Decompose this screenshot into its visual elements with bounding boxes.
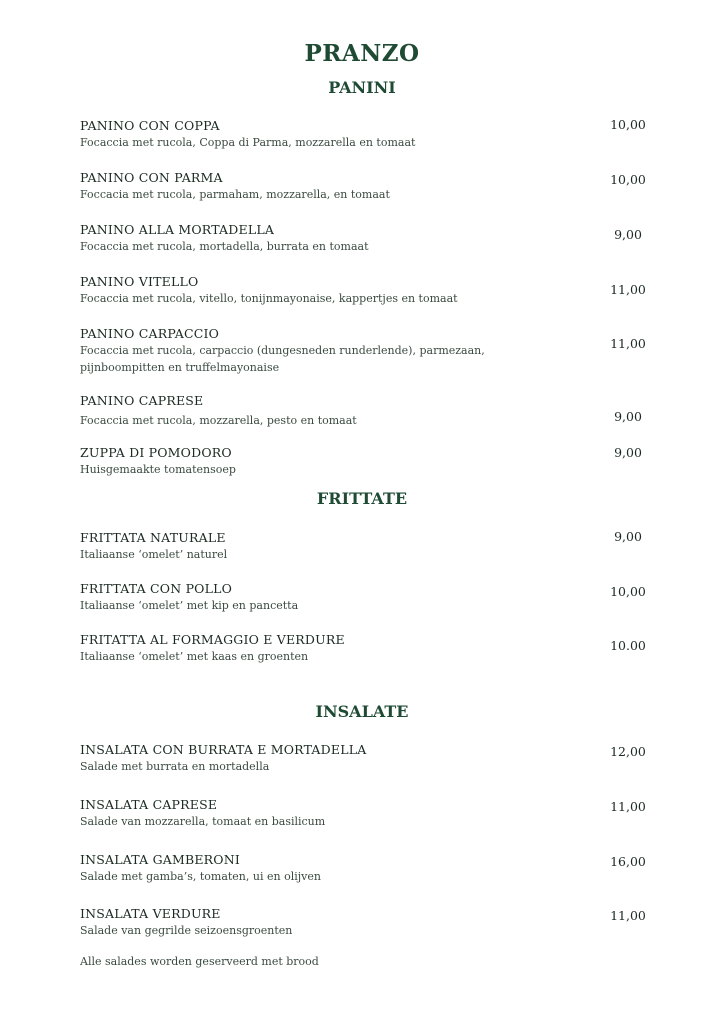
item-price: 11,00: [610, 336, 646, 351]
item-name: INSALATA CON BURRATA E MORTADELLA: [80, 742, 367, 757]
item-description: Focaccia met rucola, Coppa di Parma, mozzarella en tomaat: [80, 136, 416, 149]
item-price: 10,00: [610, 172, 646, 187]
item-name: INSALATA CAPRESE: [80, 797, 218, 812]
item-description: Salade met burrata en mortadella: [80, 760, 270, 773]
item-description: Foccacia met rucola, parmaham, mozzarella, en tomaat: [80, 188, 390, 201]
item-description: Focaccia met rucola, mortadella, burrata en tomaat: [80, 240, 369, 253]
menu-item: [80, 221, 640, 255]
item-price: 12,00: [610, 744, 646, 759]
menu-item: [80, 851, 640, 885]
item-name: FRITTATA NATURALE: [80, 530, 226, 545]
section-title-insalate: INSALATE: [315, 702, 409, 721]
item-description: Focaccia met rucola, vitello, tonijnmayonaise, kappertjes en tomaat: [80, 292, 458, 305]
item-name: ZUPPA DI POMODORO: [80, 445, 232, 460]
menu-item: [80, 741, 640, 775]
item-price: 10,00: [610, 117, 646, 132]
menu-item: [80, 631, 640, 665]
item-price: 11,00: [610, 908, 646, 923]
item-name: INSALATA GAMBERONI: [80, 852, 241, 867]
item-name: PANINO VITELLO: [80, 274, 199, 289]
item-price: 11,00: [610, 799, 646, 814]
item-price: 11,00: [610, 282, 646, 297]
menu-item: [80, 444, 640, 478]
item-name: PANINO ALLA MORTADELLA: [80, 222, 275, 237]
menu-item: [80, 796, 640, 830]
menu-item: [80, 117, 640, 151]
item-description: Salade met gamba’s, tomaten, ui en olijven: [80, 870, 321, 883]
item-description: Focaccia met rucola, carpaccio (dungesneden runderlende), parmezaan, pijnboompitten en truffelmayonaise: [80, 344, 485, 374]
menu-item: [80, 529, 640, 563]
page-title: PRANZO: [304, 40, 420, 67]
item-name: PANINO CARPACCIO: [80, 326, 220, 341]
item-price: 16,00: [610, 854, 646, 869]
item-description: Salade van gegrilde seizoensgroenten: [80, 924, 293, 937]
item-name: PANINO CON PARMA: [80, 170, 223, 185]
item-name: PANINO CON COPPA: [80, 118, 220, 133]
section-title-panini: PANINI: [328, 78, 396, 97]
item-description: Italiaanse ‘omelet’ naturel: [80, 548, 228, 561]
item-description: Focaccia met rucola, mozzarella, pesto en tomaat: [80, 414, 357, 427]
item-description: Salade van mozzarella, tomaat en basilicum: [80, 815, 326, 828]
menu-item: [80, 392, 640, 429]
item-price: 9,00: [614, 445, 642, 460]
menu-item: [80, 580, 640, 614]
section-title-frittate: FRITTATE: [316, 489, 408, 508]
menu-item: [80, 325, 640, 376]
item-price: 10.00: [610, 638, 646, 653]
item-price: 10,00: [610, 584, 646, 599]
item-price: 9,00: [614, 529, 642, 544]
item-price: 9,00: [614, 409, 642, 424]
menu-item: [80, 905, 640, 939]
item-name: FRITTATA CON POLLO: [80, 581, 233, 596]
menu-item: [80, 273, 640, 307]
item-description: Italiaanse ‘omelet’ met kaas en groenten: [80, 650, 309, 663]
item-name: FRITATTA AL FORMAGGIO E VERDURE: [80, 632, 345, 647]
item-description: Italiaanse ‘omelet’ met kip en pancetta: [80, 599, 299, 612]
footnote: Alle salades worden geserveerd met brood: [80, 955, 319, 968]
menu-item: [80, 169, 640, 203]
item-name: PANINO CAPRESE: [80, 393, 204, 408]
item-name: INSALATA VERDURE: [80, 906, 221, 921]
item-description: Huisgemaakte tomatensoep: [80, 463, 236, 476]
item-price: 9,00: [614, 227, 642, 242]
